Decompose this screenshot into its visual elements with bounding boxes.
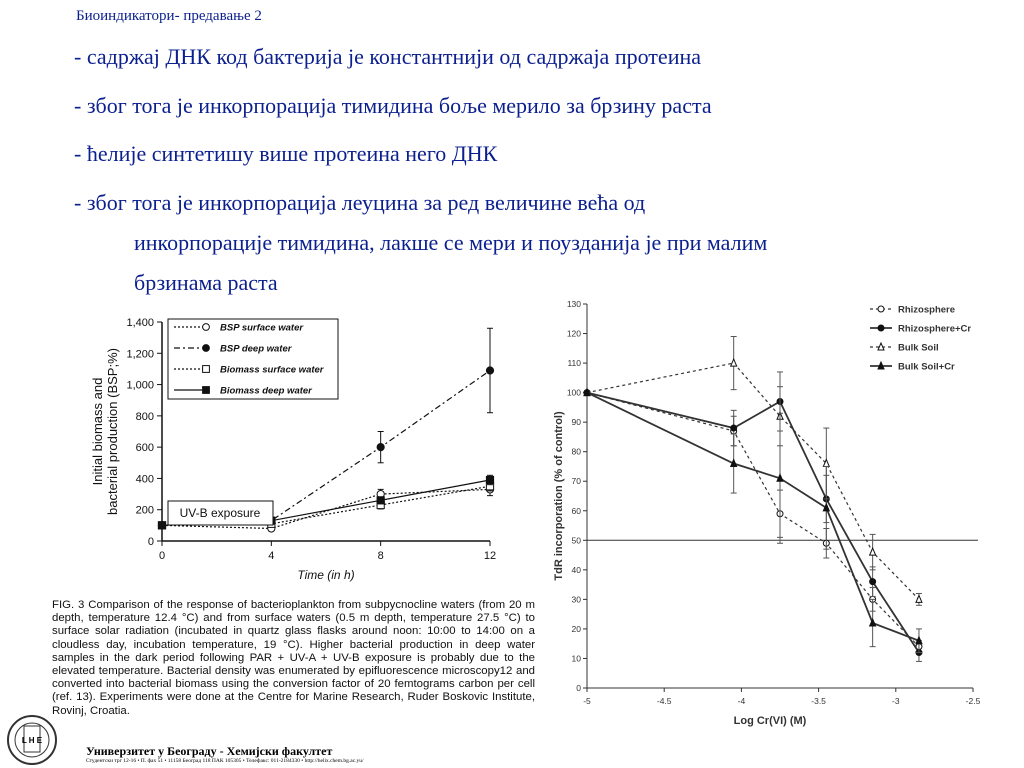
legend-label: Bulk Soil — [898, 342, 939, 354]
data-point — [731, 425, 737, 431]
data-point — [731, 359, 737, 366]
bullet-2: - због тога је инкорпорација тимидина боље мерило за брзину раста — [74, 93, 712, 118]
legend-label: BSP surface water — [220, 322, 304, 334]
university-logo — [4, 712, 64, 768]
x-tick-label: 8 — [377, 550, 384, 562]
x-tick-label: 12 — [483, 550, 497, 562]
y-tick-label: 800 — [135, 410, 154, 423]
x-tick-label: -4 — [737, 696, 746, 706]
legend-marker — [878, 306, 884, 312]
y-tick-label: 120 — [566, 328, 581, 339]
x-tick-label: -2.5 — [965, 696, 981, 706]
data-point — [377, 497, 384, 504]
x-tick-label: 4 — [268, 550, 275, 562]
y-tick-label: 110 — [567, 358, 581, 369]
data-point — [486, 367, 493, 374]
y-tick-label: 1,200 — [126, 348, 154, 361]
series-line-4 — [587, 393, 919, 641]
bullet-1: - садржај ДНК код бактерија је константнији од садржаја протеина — [74, 44, 701, 69]
x-tick-label: -4.5 — [656, 696, 672, 706]
x-axis-label: Time (in h) — [297, 568, 355, 582]
series-line-1 — [587, 393, 919, 647]
y-tick-label: 200 — [135, 504, 154, 517]
legend-marker — [203, 366, 210, 373]
y-tick-label: 0 — [576, 683, 581, 693]
figure-caption: FIG. 3 Comparison of the response of bacterioplankton from subpycnocline waters (from 20 m depth, temperature 12.4 °C) and from surface waters (0.5 m depth, temperature 27.5 °C) to surface solar radiation (incubated in quartz glass flasks around noon: 10:00 to 14:00 on a cloudless day, incubation temperature, 19 °C). Higher bacterial production in deep water samples in the dark period following PAR + UV-A + UV-B exposure is probably due to the elevated temperature. Bacterial density was enumerated by epifluorescence microscopy12 and converted into bacterial biomass using the conversion factor of 20 femtograms carbon per cell (ref. 13). Experiments were done at the Centre for Marine Research, Ruder Boskovic Institute, Rovinj, Croatia. — [52, 599, 535, 717]
x-tick-label: -3.5 — [811, 696, 826, 706]
y-tick-label: 30 — [571, 594, 581, 605]
y-tick-label: 90 — [571, 417, 581, 428]
y-tick-label: 1,400 — [126, 317, 154, 329]
y-tick-label: 50 — [571, 535, 581, 546]
data-point — [870, 548, 876, 555]
annotation-label: UV-B exposure — [179, 506, 261, 520]
y-tick-label: 70 — [571, 476, 581, 487]
legend-label: Bulk Soil+Cr — [898, 361, 955, 373]
y-tick-label: 400 — [135, 473, 154, 486]
y-axis-label: Initial biomass andbacterial production (BSP;%) — [90, 348, 120, 515]
bullet-3: - ћелије синтетишу више протеина него ДНК — [74, 141, 498, 166]
legend-label: BSP deep water — [220, 343, 292, 355]
y-tick-label: 600 — [135, 442, 154, 455]
left-chart — [70, 310, 550, 600]
y-tick-label: 1,000 — [126, 379, 154, 392]
x-axis-label: Log Cr(VI) (M) — [733, 715, 807, 727]
legend-label: Biomass surface water — [220, 364, 324, 376]
y-tick-label: 10 — [571, 653, 581, 664]
x-tick-label: -5 — [583, 696, 591, 706]
footer-title: Универзитет у Београду - Хемијски факултет — [86, 744, 333, 758]
bullet-4-continuation-1: инкорпорације тимидина, лакше се мери и поузданија је при малим — [134, 230, 768, 255]
data-point — [377, 444, 384, 451]
series-line-3 — [587, 363, 919, 599]
y-tick-label: 60 — [571, 505, 581, 516]
y-tick-label: 20 — [571, 623, 581, 634]
data-point — [916, 595, 922, 602]
y-tick-label: 130 — [566, 299, 581, 309]
y-tick-label: 40 — [571, 564, 581, 575]
bullet-4: - због тога је инкорпорација леуцина за ред величине већа од — [74, 190, 646, 215]
x-tick-label: 0 — [158, 550, 166, 562]
bullet-4-continuation-2: брзинама раста — [134, 270, 278, 295]
legend-label: Rhizosphere+Cr — [898, 323, 972, 335]
footer-subtitle: Студентски трг 12-16 • П. фах 51 • 11158 Београд 118 ПАК 105305 • Телефакс: 011-2184330 • http://helix.chem.bg.ac.yu/ — [86, 758, 364, 764]
x-tick-label: -3 — [892, 696, 900, 706]
legend-label: Biomass deep water — [220, 385, 312, 397]
legend-marker — [203, 324, 210, 331]
y-tick-label: 80 — [571, 446, 581, 457]
data-point — [870, 579, 876, 585]
y-tick-label: 0 — [147, 536, 154, 548]
data-point — [486, 476, 493, 483]
data-point — [158, 522, 165, 529]
legend-marker — [878, 325, 884, 331]
legend-marker — [203, 345, 210, 352]
slide-header: Биоиндикатори- предавање 2 — [76, 8, 262, 24]
legend-marker — [203, 387, 210, 394]
y-tick-label: 100 — [566, 387, 581, 398]
logo-text: L H E — [21, 736, 43, 745]
right-chart — [548, 292, 1018, 732]
legend-label: Rhizosphere — [898, 304, 956, 316]
y-axis-label: TdR incorporation (% of control) — [553, 411, 565, 581]
